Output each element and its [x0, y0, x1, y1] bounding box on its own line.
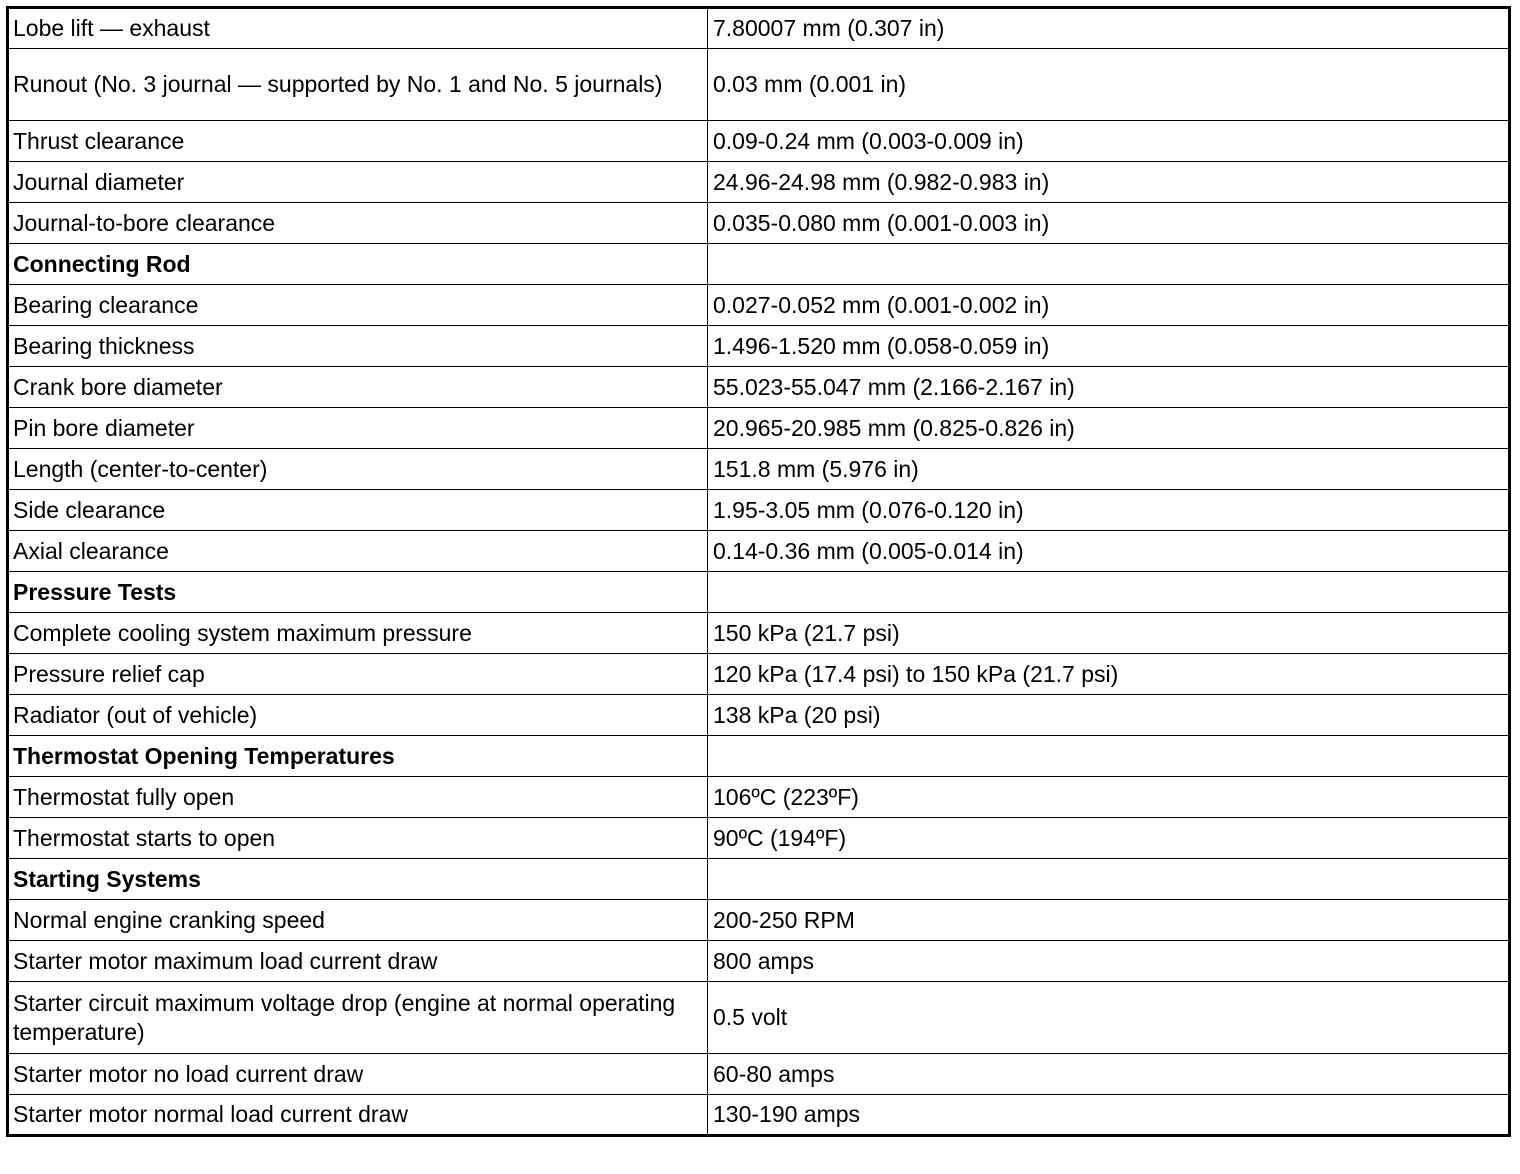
parameter-cell — [8, 49, 708, 121]
value-cell: 800 amps — [708, 941, 1510, 982]
parameter-cell: Lobe lift — exhaust — [8, 8, 708, 49]
table-row — [8, 531, 1510, 572]
value-cell: 24.96-24.98 mm (0.982-0.983 in) — [708, 162, 1510, 203]
parameter-cell: Starter motor normal load current draw — [8, 1095, 708, 1136]
value-cell: 7.80007 mm (0.307 in) — [708, 8, 1510, 49]
value-cell: 0.03 mm (0.001 in) — [708, 49, 1510, 121]
value-cell — [708, 572, 1510, 613]
table-row — [8, 490, 1510, 531]
table-row — [8, 777, 1510, 818]
parameter-cell: Side clearance — [8, 490, 708, 531]
runout-label-data: Runout (No. 3 journal — supported by No. 1 and No. 5 journals) — [13, 71, 663, 97]
parameter-cell: Starter motor maximum load current draw — [8, 941, 708, 982]
value-cell: 60-80 amps — [708, 1054, 1510, 1095]
value-cell: 90ºC (194ºF) — [708, 818, 1510, 859]
table-row — [8, 818, 1510, 859]
table-row — [8, 8, 1510, 49]
value-cell: 0.14-0.36 mm (0.005-0.014 in) — [708, 531, 1510, 572]
value-cell — [708, 736, 1510, 777]
value-cell — [708, 859, 1510, 900]
table-row — [8, 695, 1510, 736]
value-cell: 106ºC (223ºF) — [708, 777, 1510, 818]
value-cell: 0.09-0.24 mm (0.003-0.009 in) — [708, 121, 1510, 162]
table-row — [8, 941, 1510, 982]
section-header-row — [8, 859, 1510, 900]
value-cell: 120 kPa (17.4 psi) to 150 kPa (21.7 psi) — [708, 654, 1510, 695]
parameter-cell: Thermostat starts to open — [8, 818, 708, 859]
value-cell: 151.8 mm (5.976 in) — [708, 449, 1510, 490]
value-cell: 200-250 RPM — [708, 900, 1510, 941]
parameter-cell: Pressure relief cap — [8, 654, 708, 695]
table-row — [8, 1054, 1510, 1095]
specifications-table — [6, 6, 1511, 1137]
parameter-cell: Journal-to-bore clearance — [8, 203, 708, 244]
parameter-cell: Thermostat fully open — [8, 777, 708, 818]
value-cell — [708, 244, 1510, 285]
parameter-cell: Length (center-to-center) — [8, 449, 708, 490]
value-cell: 1.496-1.520 mm (0.058-0.059 in) — [708, 326, 1510, 367]
value-cell: 1.95-3.05 mm (0.076-0.120 in) — [708, 490, 1510, 531]
table-row — [8, 203, 1510, 244]
table-row — [8, 408, 1510, 449]
value-cell: 0.027-0.052 mm (0.001-0.002 in) — [708, 285, 1510, 326]
table-row — [8, 982, 1510, 1054]
table-row — [8, 162, 1510, 203]
value-cell: 0.5 volt — [708, 982, 1510, 1054]
table-row — [8, 654, 1510, 695]
parameter-cell: Crank bore diameter — [8, 367, 708, 408]
value-cell: 20.965-20.985 mm (0.825-0.826 in) — [708, 408, 1510, 449]
value-cell: 0.035-0.080 mm (0.001-0.003 in) — [708, 203, 1510, 244]
section-title: Connecting Rod — [8, 244, 708, 285]
value-cell: 150 kPa (21.7 psi) — [708, 613, 1510, 654]
parameter-cell: Thrust clearance — [8, 121, 708, 162]
section-header-row — [8, 736, 1510, 777]
parameter-cell: Normal engine cranking speed — [8, 900, 708, 941]
value-cell: 138 kPa (20 psi) — [708, 695, 1510, 736]
section-header-row — [8, 572, 1510, 613]
table-row — [8, 367, 1510, 408]
parameter-cell: Bearing thickness — [8, 326, 708, 367]
parameter-cell: Complete cooling system maximum pressure — [8, 613, 708, 654]
parameter-cell: Axial clearance — [8, 531, 708, 572]
section-title: Thermostat Opening Temperatures — [8, 736, 708, 777]
table-row — [8, 49, 1510, 121]
section-header-row — [8, 244, 1510, 285]
table-row — [8, 285, 1510, 326]
table-row — [8, 121, 1510, 162]
parameter-cell: Pin bore diameter — [8, 408, 708, 449]
voltage-drop-label-data: Starter circuit maximum voltage drop (engine at normal operating temperature) — [13, 989, 676, 1045]
parameter-cell — [8, 982, 708, 1054]
table-row — [8, 449, 1510, 490]
table-row — [8, 326, 1510, 367]
parameter-cell: Bearing clearance — [8, 285, 708, 326]
table-row — [8, 900, 1510, 941]
table-row — [8, 613, 1510, 654]
section-title: Pressure Tests — [8, 572, 708, 613]
section-title: Starting Systems — [8, 859, 708, 900]
table-row — [8, 1095, 1510, 1136]
value-cell: 130-190 amps — [708, 1095, 1510, 1136]
parameter-cell: Radiator (out of vehicle) — [8, 695, 708, 736]
value-cell: 55.023-55.047 mm (2.166-2.167 in) — [708, 367, 1510, 408]
parameter-cell: Starter motor no load current draw — [8, 1054, 708, 1095]
parameter-cell: Journal diameter — [8, 162, 708, 203]
